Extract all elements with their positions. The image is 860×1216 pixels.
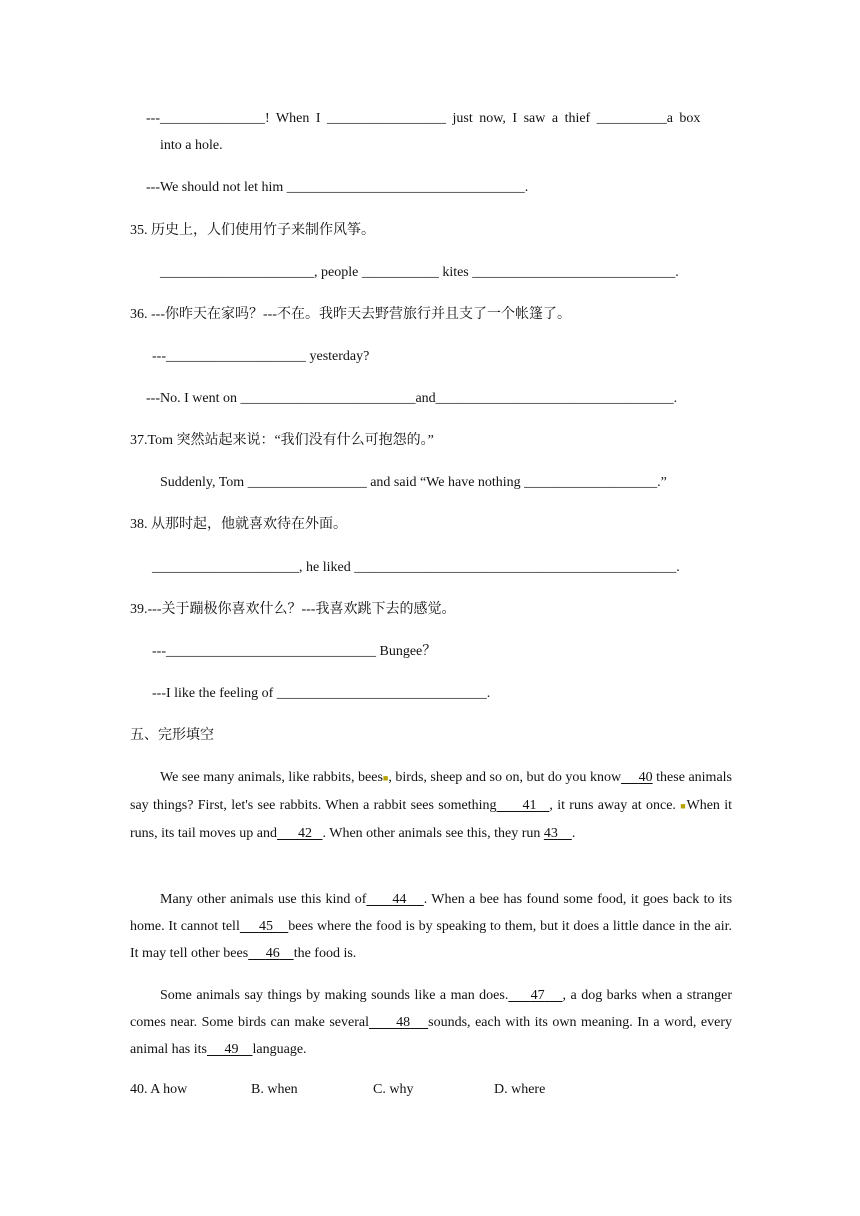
p1-text-1: We see many animals, like rabbits, bees xyxy=(160,770,383,785)
item-36-answer-2: ---No. I went on _________________________and__________________________________. xyxy=(146,391,678,406)
p3-text-1: Some animals say things by making sounds like a man does. xyxy=(160,988,509,1003)
p1-text-3: these animals say things? First, let's see rabbits. When a rabbit sees something xyxy=(130,770,732,813)
speck-mark-2: ■ xyxy=(680,801,687,811)
p1-text-5: When it runs, its tail moves up and xyxy=(130,798,733,841)
question-40-option-b: B. when xyxy=(251,1082,298,1097)
item-36-answer-1: ---____________________ yesterday? xyxy=(152,349,370,364)
item-35-answer: ______________________, people ___________ kites _____________________________. xyxy=(160,265,679,280)
section-title: 五、完形填空 xyxy=(130,728,214,743)
speck-mark: ■ xyxy=(382,773,389,783)
blank-49: 49 xyxy=(224,1042,239,1057)
item-38-answer: _____________________, he liked ______________________________________________. xyxy=(152,560,680,575)
item-39-answer-1: ---______________________________ Bungee？ xyxy=(152,644,437,659)
question-40-option-c: C. why xyxy=(373,1082,414,1097)
p3-text-3: sounds, each with its own meaning. In a word, every animal has its xyxy=(130,1015,733,1057)
item-37-prompt: 37.Tom 突然站起来说：“我们没有什么可抱怨的。” xyxy=(130,433,434,448)
p1-text-7: . xyxy=(571,826,576,841)
p1-text-4: , it runs away at once. xyxy=(549,798,681,813)
p2-text-4: the food is. xyxy=(293,946,357,961)
blank-41: 41 xyxy=(522,798,537,813)
blank-43: 43 xyxy=(543,826,558,841)
item-34-text-1: ---_______________! When I _________________ just now, I saw a thief __________a box xyxy=(146,111,701,126)
question-40-option-d: D. where xyxy=(494,1082,546,1097)
blank-46: 46 xyxy=(265,946,280,961)
p2-text-2: . When a bee has found some food, it goes back to its home. It cannot tell xyxy=(130,892,733,934)
blank-47: 47 xyxy=(530,988,545,1003)
item-34-line-1 xyxy=(146,110,732,128)
item-39-answer-2: ---I like the feeling of ______________________________. xyxy=(152,686,491,701)
item-39-prompt: 39.---关于蹦极你喜欢什么？---我喜欢跳下去的感觉。 xyxy=(130,602,456,617)
item-34-line-2: into a hole. xyxy=(160,138,223,153)
item-38-prompt: 38. 从那时起，他就喜欢待在外面。 xyxy=(130,517,347,532)
blank-44: 44 xyxy=(392,892,407,907)
p2-text-3: bees where the food is by speaking to them, but it does a little dance in the air. It may tell other bees xyxy=(130,919,733,961)
p1-text-2: , birds, sheep and so on, but do you know xyxy=(388,770,622,785)
p3-text-2: , a dog barks when a stranger comes near. Some birds can make several xyxy=(130,988,733,1030)
p2-text-1: Many other animals use this kind of xyxy=(160,892,367,907)
item-35-prompt: 35. 历史上，人们使用竹子来制作风筝。 xyxy=(130,223,375,238)
item-37-answer: Suddenly, Tom _________________ and said “We have nothing ___________________.” xyxy=(160,475,667,490)
blank-48: 48 xyxy=(396,1015,411,1030)
question-40-option-a: 40. A how xyxy=(130,1082,188,1097)
blank-42: 42 xyxy=(298,826,312,841)
item-36-prompt: 36. ---你昨天在家吗？---不在。我昨天去野营旅行并且支了一个帐篷了。 xyxy=(130,307,571,322)
item-34-reply: ---We should not let him __________________________________. xyxy=(146,180,529,195)
blank-40: 40 xyxy=(638,770,653,785)
p1-text-6: . When other animals see this, they run xyxy=(322,826,544,841)
passage-paragraph-3 xyxy=(130,982,732,1063)
passage-paragraph-2 xyxy=(130,886,732,967)
p3-text-4: language. xyxy=(252,1042,307,1057)
passage-paragraph-1 xyxy=(130,764,732,847)
blank-45: 45 xyxy=(258,919,273,934)
